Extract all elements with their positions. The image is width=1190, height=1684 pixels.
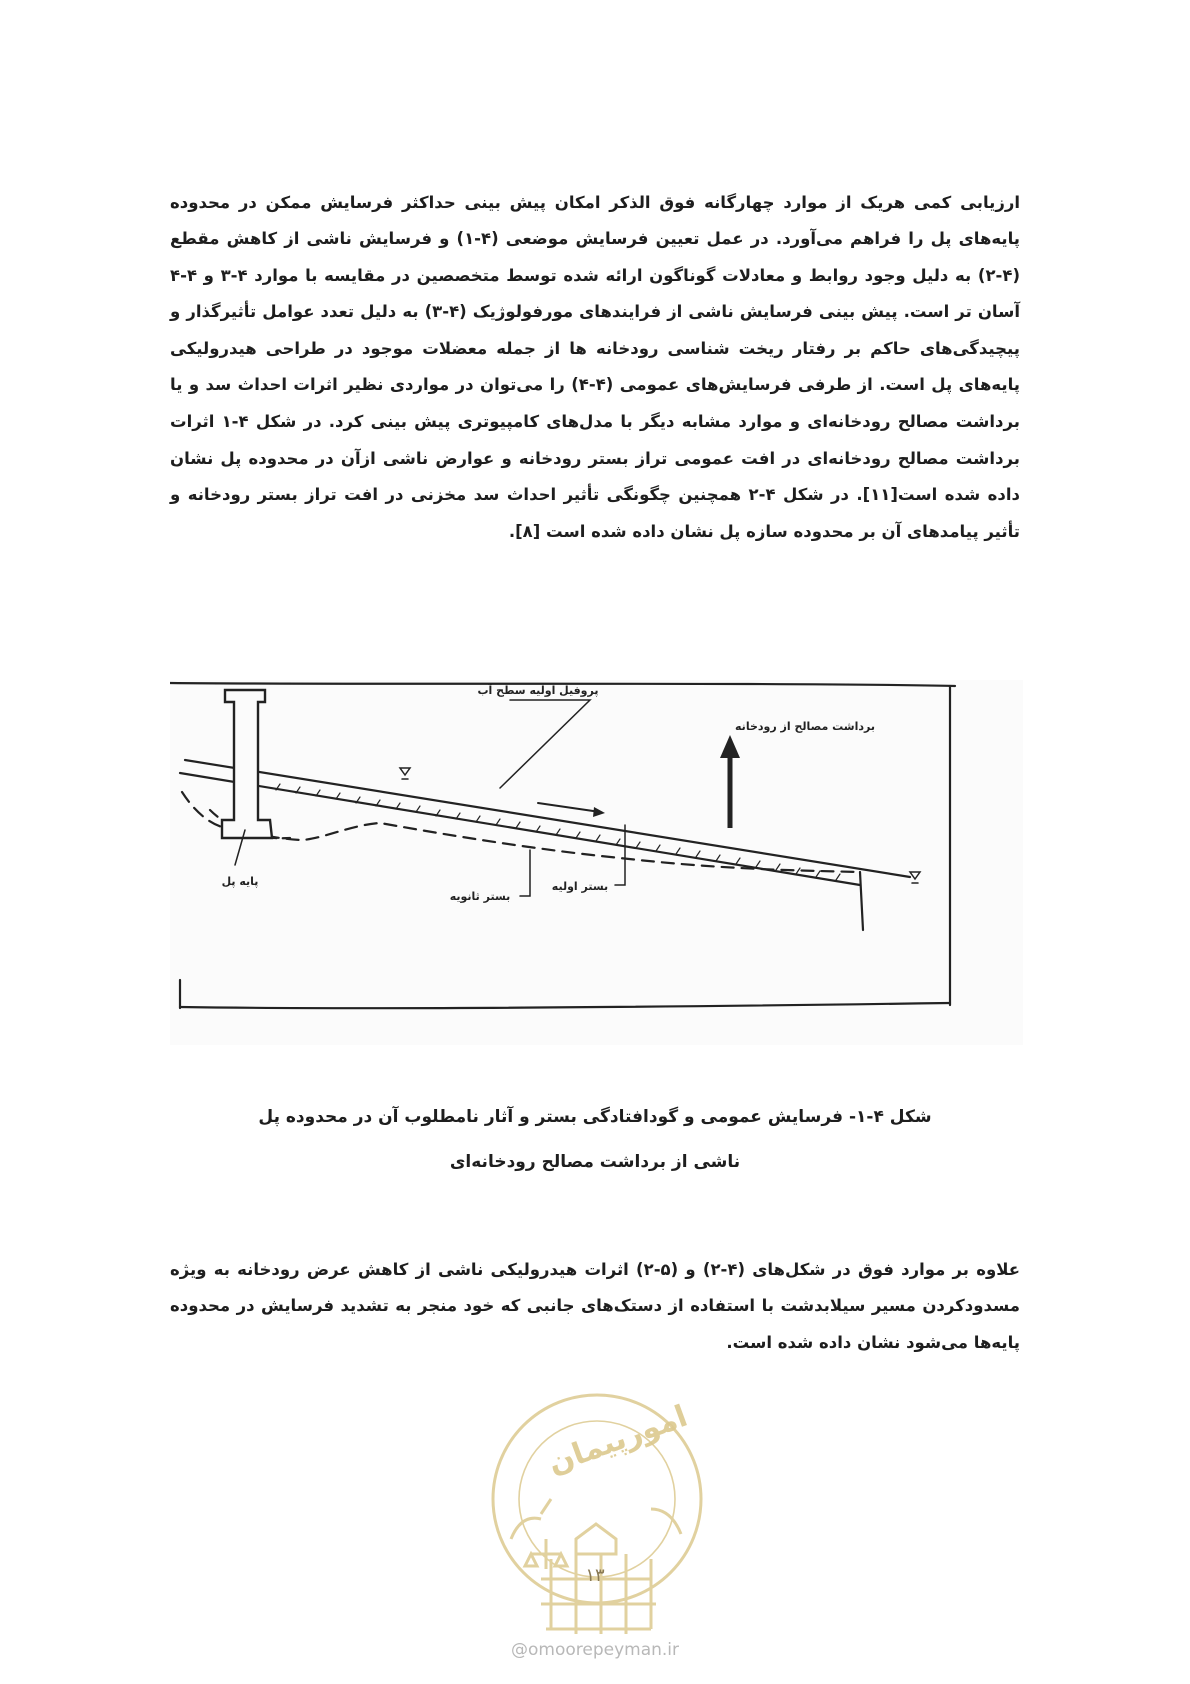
watermark-logo: [481, 1389, 713, 1669]
secondary-bed-line: [182, 792, 860, 872]
watermark-scales-icon: [525, 1539, 567, 1569]
watermark-house-icon: [576, 1524, 616, 1554]
site-url-watermark: @omoorepeyman.ir: [510, 1640, 680, 1660]
watermark-gears: [511, 1499, 681, 1539]
figure-caption-line-2: ناشی از برداشت مصالح رودخانه‌ای: [449, 1152, 741, 1172]
body-paragraph-2: علاوه بر موارد فوق در شکل‌های (۴-۲) و (۵-۲) اثرات هیدرولیکی ناشی از کاهش عرض رودخانه به ویژه مسدودکردن مسیر سیلابدشت با استفاده از دستک‌های جانبی که خود منجر به تشدید فرسایش در محدوده پایه‌ها می‌شود نشان داده شده است.: [170, 1259, 1021, 1352]
label-pier: پایه پل: [221, 875, 259, 888]
bridge-pier: [222, 690, 272, 838]
bed-hatching: [276, 784, 840, 880]
initial-bed-line: [180, 773, 860, 885]
bed-drop-line: [860, 872, 863, 930]
frame-bottom-line: [180, 1003, 950, 1008]
label-extraction: برداشت مصالح از رودخانه: [735, 720, 875, 733]
page-number: ۱۳: [585, 1565, 605, 1586]
figure-caption-line-1: شکل ۴-۱- فرسایش عمومی و گودافتادگی بستر و آثار نامطلوب آن در محدوده پل: [258, 1107, 932, 1127]
water-surface-line: [185, 760, 910, 877]
flow-arrow-line: [538, 803, 600, 812]
flow-arrow-head: [593, 807, 605, 817]
body-paragraph-1: ارزیابی کمی هریک از موارد چهارگانه فوق الذکر امکان پیش بینی حداکثر فرسایش ممکن در محدوده پایه‌های پل را فراهم می‌آورد. در عمل تعیین فرسایش موضعی (۴-۱) و فرسایش ناشی از کاهش مقطع (۴-۲) به دلیل وجود روابط و معادلات گوناگون ارائه شده توسط متخصصین در مقایسه با موارد ۴-۳ و ۴-۴ آسان تر است. پیش بینی فرسایش ناشی از فرایندهای مورفولوژیک (۴-۳) به دلیل تعدد عوامل تأثیرگذار و پیچیدگی‌های حاکم بر رفتار ریخت شناسی رودخانه ها از جمله معضلات موجود در طراحی هیدرولیکی پایه‌های پل است. از طرفی فرسایش‌های عمومی (۴-۴) را می‌توان در مواردی نظیر اثرات احداث سد و یا برداشت مصالح رودخانه‌ای و موارد مشابه دیگر با مدل‌های کامپیوتری پیش بینی کرد. در شکل ۴-۱ اثرات برداشت مصالح رودخانه‌ای در افت عمومی تراز بستر رودخانه و عوارض ناشی ازآن در محدوده پل نشان داده شده است[۱۱]. در شکل ۴-۲ همچنین چگونگی تأثیر احداث سد مخزنی در افت تراز بستر رودخانه و تأثیر پیامدهای آن بر محدوده سازه پل نشان داده شده است [۸].: [170, 192, 1021, 541]
secondary-bed-leader: [520, 850, 530, 896]
initial-bed-leader: [615, 825, 625, 885]
water-profile-leader: [500, 700, 590, 788]
figure-scour-diagram: [170, 680, 1023, 1045]
label-initial-bed: بستر اولیه: [551, 880, 609, 893]
water-level-symbol-left: [400, 768, 410, 779]
watermark-logo-text: امورپیمان: [543, 1398, 693, 1482]
water-level-symbol-right: [910, 872, 920, 883]
extraction-arrow-head: [720, 735, 740, 758]
label-secondary-bed: بستر ثانویه: [449, 890, 511, 903]
label-water-profile: پروفیل اولیه سطح آب: [477, 684, 599, 697]
